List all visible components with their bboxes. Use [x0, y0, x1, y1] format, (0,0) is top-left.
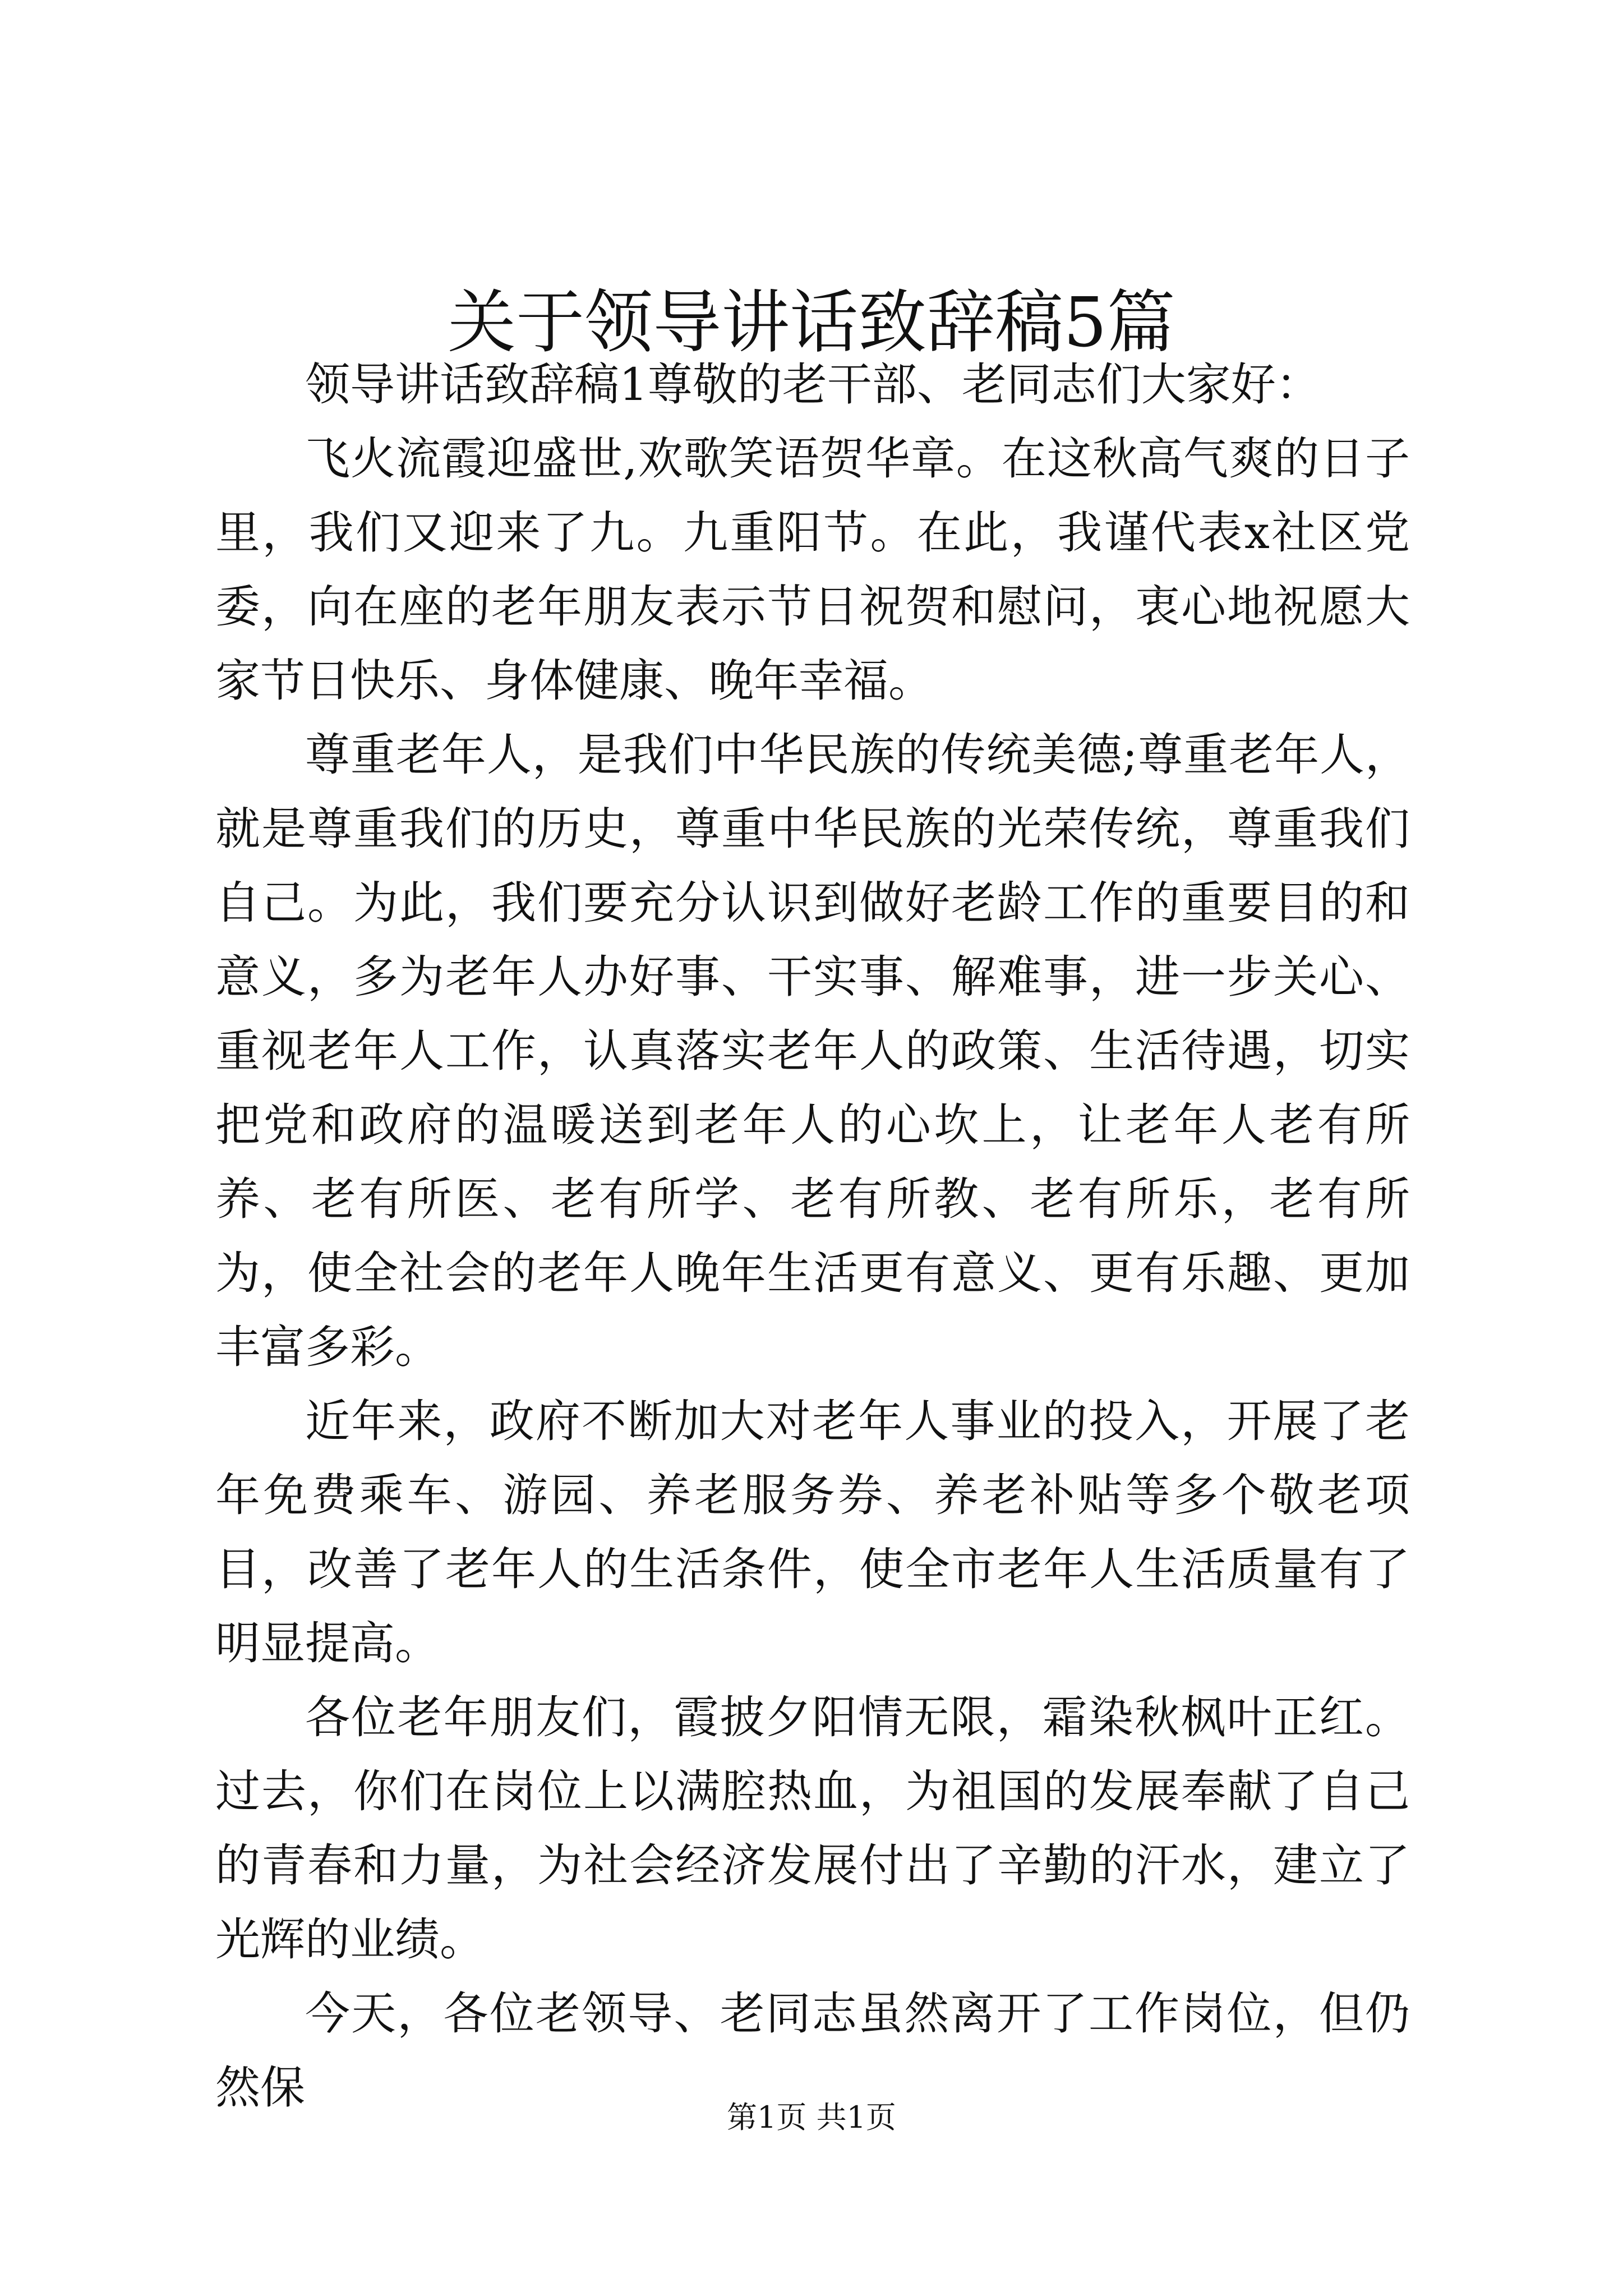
page-footer: 第1页 共1页	[727, 2100, 896, 2135]
paragraph: 各位老年朋友们，霞披夕阳情无限，霜染秋枫叶正红。过去，你们在岗位上以满腔热血，为祖国的发展奉献了自己的青春和力量，为社会经济发展付出了辛勤的汗水，建立了光辉的业绩。	[215, 1691, 1410, 1966]
paragraph: 领导讲话致辞稿1尊敬的老干部、老同志们大家好：	[305, 358, 1321, 411]
paragraph: 近年来，政府不断加大对老年人事业的投入，开展了老年免费乘车、游园、养老服务券、养老补贴等多个敬老项目，改善了老年人的生活条件，使全市老年人生活质量有了明显提高。	[215, 1395, 1410, 1669]
paragraph: 飞火流霞迎盛世,欢歌笑语贺华章。在这秋高气爽的日子里，我们又迎来了九。九重阳节。在此，我谨代表x社区党委，向在座的老年朋友表示节日祝贺和慰问，衷心地祝愿大家节日快乐、身体健康、晚年幸福。	[215, 432, 1410, 707]
document-body	[215, 348, 1410, 2125]
paragraph: 尊重老年人，是我们中华民族的传统美德;尊重老年人，就是尊重我们的历史，尊重中华民族的光荣传统，尊重我们自己。为此，我们要充分认识到做好老龄工作的重要目的和意义，多为老年人办好事、干实事、解难事，进一步关心、重视老年人工作，认真落实老年人的政策、生活待遇，切实把党和政府的温暖送到老年人的心坎上，让老年人老有所养、老有所医、老有所学、老有所教、老有所乐，老有所为，使全社会的老年人晚年生活更有意义、更有乐趣、更加丰富多彩。	[215, 729, 1410, 1373]
document-title: 关于领导讲话致辞稿5篇	[448, 283, 1175, 362]
paragraph: 今天，各位老领导、老同志虽然离开了工作岗位，但仍然保	[215, 1987, 1410, 2114]
